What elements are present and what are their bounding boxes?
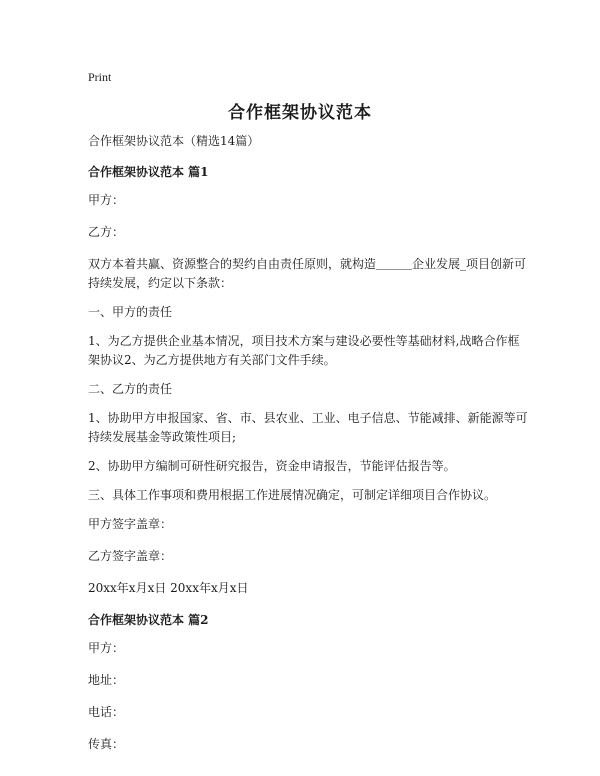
document-subtitle: 合作框架协议范本（精选14篇） [88,134,260,148]
party-a-responsibility-title: 一、甲方的责任 [88,305,173,319]
section2-party-a: 甲方： [88,641,125,655]
party-b-responsibility-item-1: 1、协助甲方申报国家、省、市、县农业、工业、电子信息、节能减排、新能源等可持续发展基金等政策性项目; [88,411,528,444]
document-body [88,132,528,767]
party-a-signature: 甲方签字盖章： [88,517,173,531]
section1-intro: 双方本着共赢、资源整合的契约自由责任原则，就构造＿＿＿企业发展_项目创新可持续发展，约定以下条款： [88,257,527,290]
print-label: Print [88,70,112,84]
party-b-signature: 乙方签字盖章： [88,549,173,563]
party-b-responsibility-title: 二、乙方的责任 [88,382,173,396]
section1-party-a: 甲方： [88,193,125,207]
section2-fax: 传真： [88,737,125,751]
section2-phone: 电话： [88,705,125,719]
signature-dates: 20xx年x月x日 20xx年x月x日 [88,581,249,595]
party-a-responsibility-text: 1、为乙方提供企业基本情况，项目技术方案与建设必要性等基础材料,战略合作框架协议2、为乙方提供地方有关部门文件手续。 [88,334,520,367]
document-title: 合作框架协议范本 [228,103,372,123]
section2-heading: 合作框架协议范本 篇2 [88,613,209,627]
party-b-responsibility-item-2: 2、协助甲方编制可研性研究报告，资金申请报告，节能评估报告等。 [88,459,456,473]
section1-heading: 合作框架协议范本 篇1 [88,165,209,179]
section2-address: 地址： [88,673,125,687]
section1-party-b: 乙方： [88,225,125,239]
section1-item-3: 三、具体工作事项和费用根据工作进展情况确定，可制定详细项目合作协议。 [88,488,497,502]
